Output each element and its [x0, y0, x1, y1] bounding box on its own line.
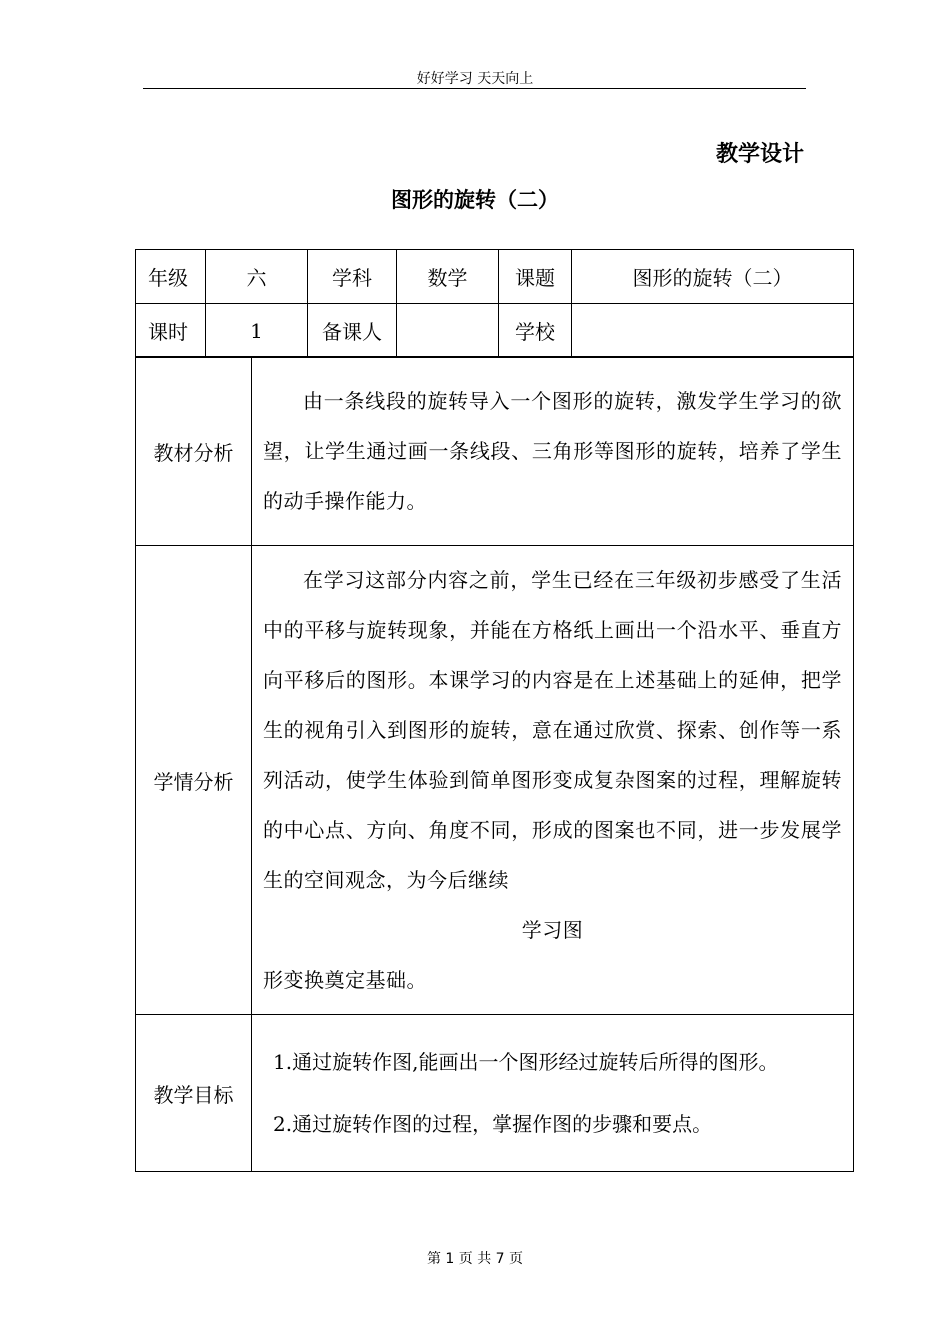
page-number: 第 1 页 共 7 页 — [426, 1251, 524, 1267]
analysis-table — [135, 356, 854, 1172]
topic-value: 图形的旋转（二） — [572, 250, 854, 304]
period-label: 课时 — [136, 304, 206, 358]
grade-value: 六 — [206, 250, 308, 304]
goal-item: 1.通过旋转作图,能画出一个图形经过旋转后所得的图形。 — [273, 1050, 779, 1074]
school-label: 学校 — [499, 304, 572, 358]
table-row — [136, 546, 854, 1015]
student-analysis-tail-left: 形变换奠定基础。 — [263, 968, 427, 992]
preparer-label: 备课人 — [308, 304, 397, 358]
table-row — [136, 357, 854, 546]
school-value — [572, 304, 854, 358]
teaching-goals-label: 教学目标 — [136, 1015, 252, 1172]
student-analysis-text — [253, 547, 852, 1013]
student-analysis-label: 学情分析 — [136, 546, 252, 1015]
table-row — [136, 250, 854, 304]
topic-label: 课题 — [499, 250, 572, 304]
table-row — [136, 1015, 854, 1172]
document-title: 图形的旋转（二） — [391, 188, 559, 212]
goal-item: 2.通过旋转作图的过程，掌握作图的步骤和要点。 — [273, 1112, 713, 1136]
student-analysis-body: 在学习这部分内容之前，学生已经在三年级初步感受了生活中的平移与旋转现象，并能在方格纸上画出一个沿水平、垂直方向平移后的图形。本课学习的内容是在上述基础上的延伸，把学生的视角引入到图形的旋转，意在通过欣赏、探索、创作等一系列活动，使学生体验到简单图形变成复杂图案的过程，理解旋转的中心点、方向、角度不同，形成的图案也不同，进一步发展学生的空间观念，为今后继续 — [263, 568, 842, 892]
subject-value: 数学 — [397, 250, 499, 304]
teaching-goals-cell — [252, 1015, 854, 1172]
material-analysis-text: 由一条线段的旋转导入一个图形的旋转，激发学生学习的欲望，让学生通过画一条线段、三角形等图形的旋转，培养了学生的动手操作能力。 — [263, 389, 842, 513]
document-type: 教学设计 — [715, 142, 804, 167]
period-value: 1 — [206, 304, 308, 358]
lesson-info-table — [135, 249, 854, 358]
header-divider — [143, 88, 806, 89]
student-analysis-cell — [252, 546, 854, 1015]
preparer-value — [397, 304, 499, 358]
subject-label: 学科 — [308, 250, 397, 304]
student-analysis-tail-center: 学习图 — [521, 918, 584, 942]
grade-label: 年级 — [136, 250, 206, 304]
material-analysis-label: 教材分析 — [136, 357, 252, 546]
material-analysis-cell — [252, 357, 854, 546]
table-row — [136, 304, 854, 358]
header-slogan: 好好学习 天天向上 — [416, 71, 534, 87]
